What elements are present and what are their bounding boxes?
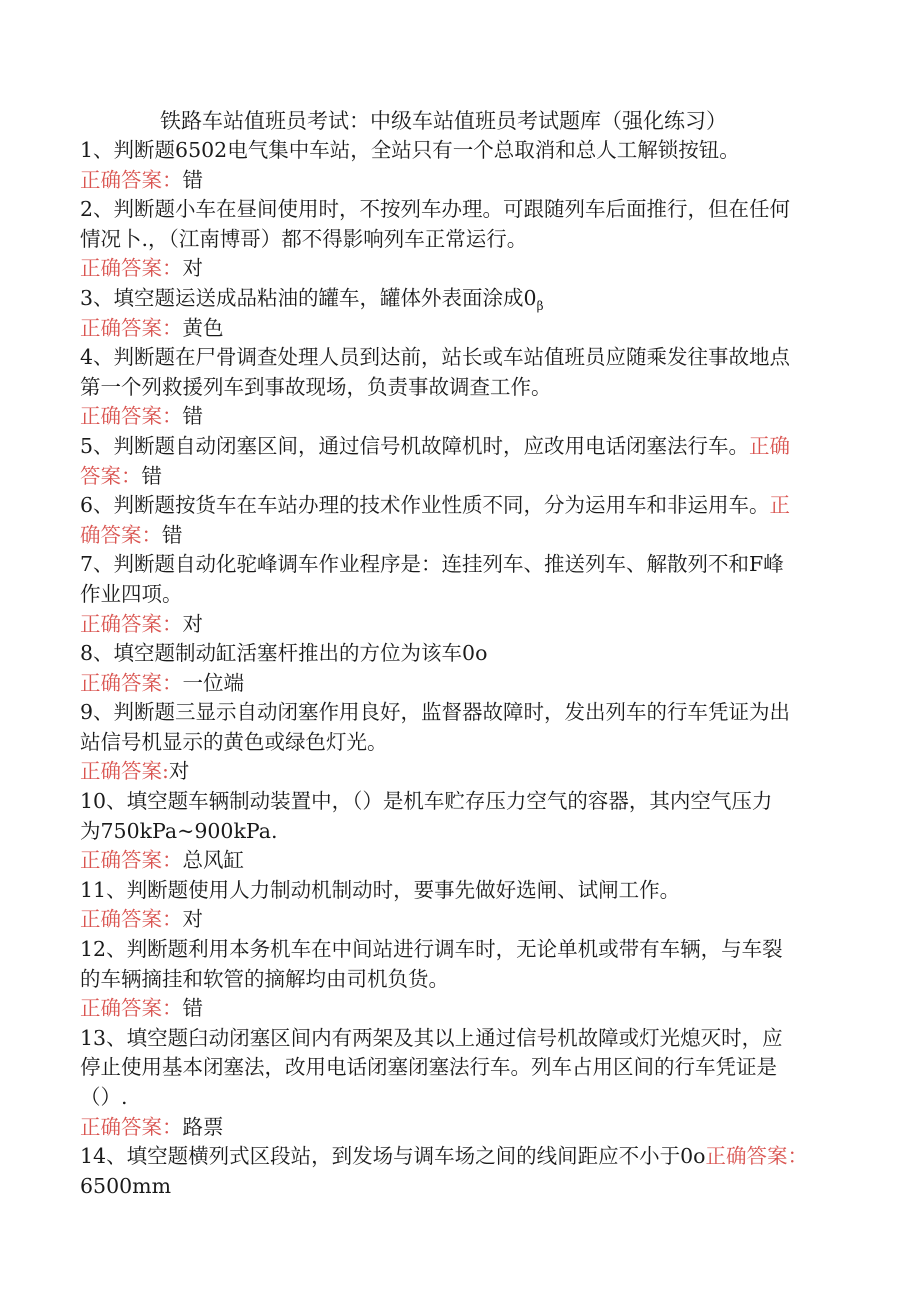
text-line <box>80 1083 840 1113</box>
answer-label: 正确答案： <box>80 315 183 340</box>
question-list <box>80 136 840 1201</box>
question-text: 1、判断题6502电气集中车站，全站只有一个总取消和总人工解锁按钮。 <box>80 138 740 162</box>
text-line <box>80 1172 840 1202</box>
question-text: （）. <box>80 1085 128 1109</box>
question-text: 2、判断题小车在昼间使用时，不按列车办理。可跟随列车后面推行，但在任何 <box>80 197 791 222</box>
question-text: 5、判断题自动闭塞区间，通过信号机故障机时，应改用电话闭塞法行车。 <box>80 433 750 458</box>
question-text: 10、填空题车辆制动装置中，（）是机车贮存压力空气的容器，其内空气压力 <box>80 789 773 814</box>
text-line <box>80 1142 840 1172</box>
answer-value: 错 <box>162 522 183 547</box>
answer-label: 正确答案： <box>80 167 183 192</box>
text-line <box>80 935 840 965</box>
text-line <box>80 787 840 817</box>
text-line <box>80 343 840 373</box>
question-text: 13、填空题臼动闭塞区间内有两架及其以上通过信号机故障或灯光熄灭时，应 <box>80 1025 783 1050</box>
answer-value: 错 <box>182 404 203 429</box>
answer-label: 正确答案： <box>80 256 183 281</box>
answer-label: 正确答案： <box>80 996 183 1021</box>
answer-label: 正确答案： <box>705 1144 808 1169</box>
answer-label: 正 <box>769 493 791 518</box>
question-text: 第一个列救援列车到事故现场，负责事故调查工作。 <box>80 374 552 399</box>
answer-label: 正确答案： <box>80 404 183 429</box>
text-line <box>80 1053 840 1083</box>
question-text: 为750kPa~900kPa. <box>80 818 278 843</box>
text-line <box>80 373 840 403</box>
text-line <box>80 432 840 462</box>
answer-label: 正确答案： <box>80 848 183 873</box>
question-text: 6、判断题按货车在车站办理的技术作业性质不同，分为运用车和非运用车。 <box>80 493 770 518</box>
text-line <box>80 669 840 699</box>
answer-value: 6500mm <box>80 1173 172 1198</box>
answer-value: 总风缸 <box>182 848 244 873</box>
text-line <box>80 965 840 995</box>
text-line <box>80 166 840 196</box>
text-line <box>80 136 840 166</box>
text-line <box>80 521 840 551</box>
answer-label: 正确 <box>749 433 791 458</box>
question-text: 情况卜.，（江南博哥）都不得影响列车正常运行。 <box>80 226 528 251</box>
text-line <box>80 254 840 284</box>
answer-value: 一位端 <box>182 670 244 695</box>
answer-label: 答案： <box>80 463 142 488</box>
text-line <box>80 402 840 432</box>
question-text: 的车辆摘挂和软管的摘解均由司机负货。 <box>80 966 449 991</box>
subscript-text: β <box>536 299 544 314</box>
text-line <box>80 876 840 906</box>
document-title: 铁路车站值班员考试：中级车站值班员考试题库（强化练习） <box>160 109 727 133</box>
answer-label: 正确答案： <box>80 907 183 932</box>
answer-label: 正确答案： <box>80 1114 183 1139</box>
text-line <box>80 728 840 758</box>
text-line <box>80 846 840 876</box>
question-text: 8、填空题制动缸活塞杆推出的方位为该车0o <box>80 641 488 666</box>
text-line <box>80 639 840 669</box>
text-line <box>80 817 840 847</box>
text-line <box>80 994 840 1024</box>
answer-label: 正确答案: <box>80 759 169 784</box>
answer-value: 对 <box>168 759 190 784</box>
answer-value: 错 <box>141 463 162 488</box>
answer-value: 黄色 <box>182 315 224 340</box>
text-line <box>80 757 840 787</box>
text-line <box>80 1024 840 1054</box>
text-line <box>80 195 840 225</box>
answer-value: 错 <box>182 996 203 1021</box>
text-line <box>80 462 840 492</box>
question-text: 4、判断题在尸骨调查处理人员到达前，站长或车站值班员应随乘发往事故地点 <box>80 345 791 370</box>
question-text: 14、填空题横列式区段站，到发场与调车场之间的线间距应不小于0o <box>80 1144 706 1169</box>
question-text: 3、填空题运送成品粘油的罐车，罐体外表面涂成0 <box>80 285 537 310</box>
question-text: 停止使用基本闭塞法，改用电话闭塞闭塞法行车。列车占用区间的行车凭证是 <box>80 1055 777 1080</box>
answer-value: 对 <box>182 611 203 636</box>
answer-value: 错 <box>182 167 203 192</box>
answer-value: 路票 <box>182 1114 224 1139</box>
text-line <box>80 550 840 580</box>
answer-label: 正确答案： <box>80 611 183 636</box>
text-line <box>80 284 840 314</box>
text-line <box>80 491 840 521</box>
question-text: 作业四项。 <box>80 581 183 606</box>
question-text: 7、判断题自动化驼峰调车作业程序是：连挂列车、推送列车、解散列不和F峰 <box>80 552 784 577</box>
question-text: 站信号机显示的黄色或绿色灯光。 <box>80 729 388 754</box>
answer-label: 确答案： <box>80 522 162 547</box>
question-text: 9、判断题三显示自动闭塞作用良好，监督器故障时，发出列车的行车凭证为出 <box>80 700 791 725</box>
text-line <box>80 580 840 610</box>
question-text: 12、判断题利用本务机车在中间站进行调车时，无论单机或带有车辆，与车裂 <box>80 937 783 962</box>
text-line <box>80 905 840 935</box>
text-line <box>80 1113 840 1143</box>
answer-value: 对 <box>182 907 203 932</box>
question-text: 11、判断题使用人力制动机制动时，要事先做好选闸、试闸工作。 <box>80 877 681 902</box>
text-line <box>80 610 840 640</box>
text-line <box>80 314 840 344</box>
answer-label: 正确答案： <box>80 670 183 695</box>
text-line <box>80 698 840 728</box>
answer-value: 对 <box>182 256 203 281</box>
text-line <box>80 225 840 255</box>
